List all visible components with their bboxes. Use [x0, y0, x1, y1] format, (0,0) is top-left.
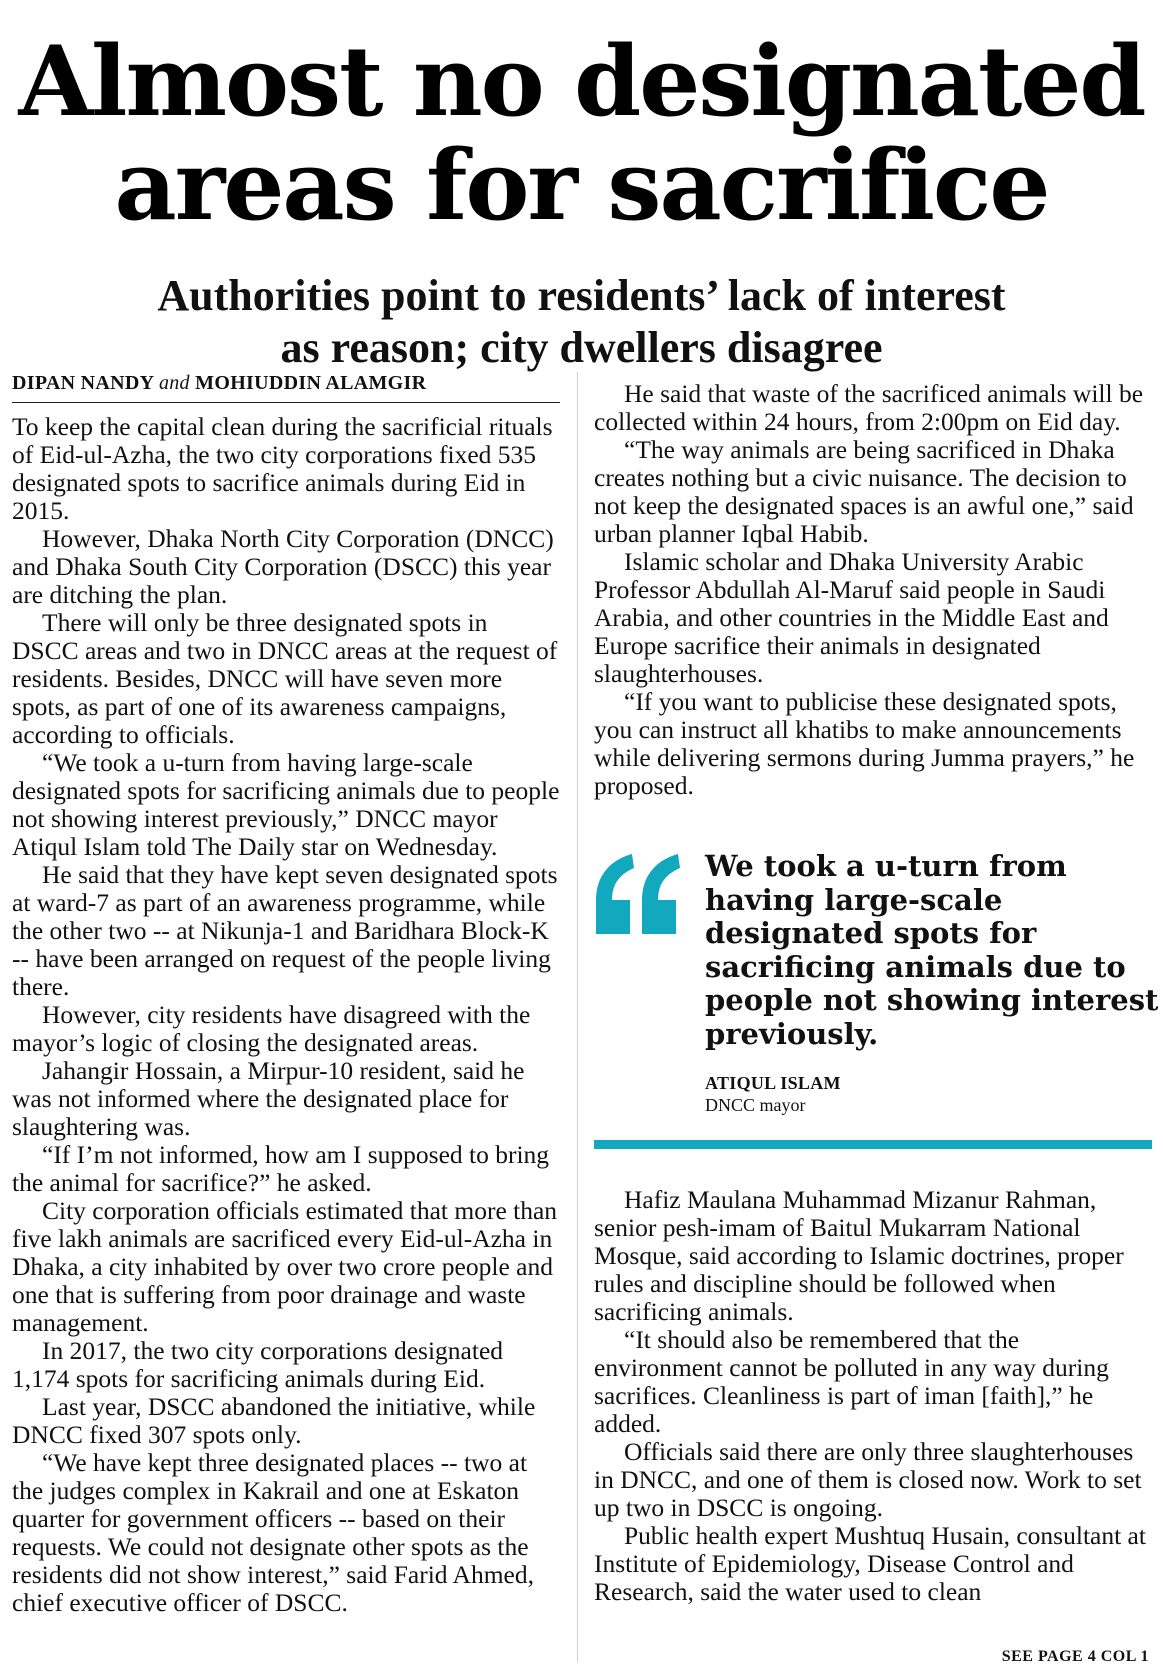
byline-author-1: DIPAN NANDY — [12, 372, 154, 394]
paragraph: Last year, DSCC abandoned the initiative, while DNCC fixed 307 spots only. — [12, 1392, 536, 1449]
paragraph: “If you want to publicise these designated spots, you can instruct all khatibs to make announcements while delivering sermons during Jumma prayers,” he proposed. — [594, 687, 1135, 800]
headline-line-2: areas for sacrifice — [114, 129, 1049, 242]
paragraph: Public health expert Mushtuq Husain, consultant at Institute of Epidemiology, Disease Control and Research, said the water used to clean — [594, 1521, 1146, 1606]
continuation-jump-line: SEE PAGE 4 COL 1 — [1001, 1648, 1149, 1665]
paragraph: However, city residents have disagreed with the mayor’s logic of closing the designated areas. — [12, 1000, 531, 1057]
subheadline-line-2: as reason; city dwellers disagree — [280, 323, 883, 372]
paragraph: “The way animals are being sacrificed in Dhaka creates nothing but a civic nuisance. The decision to not keep the designated spaces is an awful one,” said urban planner Iqbal Habib. — [594, 435, 1134, 548]
paragraph: “We took a u-turn from having large-scale designated spots for sacrificing animals due to people not showing interest previously,” DNCC mayor Atiqul Islam told The Daily star on Wednesday. — [12, 748, 560, 861]
pull-quote-rule — [594, 1140, 1152, 1149]
column-divider — [577, 372, 578, 1662]
pull-quote-attribution-role: DNCC mayor — [705, 1095, 806, 1115]
paragraph: “If I’m not informed, how am I supposed to bring the animal for sacrifice?” he asked. — [12, 1140, 550, 1197]
article-column-left — [12, 370, 560, 1617]
paragraph: Jahangir Hossain, a Mirpur-10 resident, said he was not informed where the designated place for slaughtering was. — [12, 1056, 525, 1141]
article-column-right-bottom — [594, 1186, 1154, 1606]
pull-quote-attribution-name: ATIQUL ISLAM — [705, 1073, 841, 1093]
headline-line-1: Almost no designated — [18, 25, 1145, 138]
paragraph: Islamic scholar and Dhaka University Arabic Professor Abdullah Al-Maruf said people in Saudi Arabia, and other countries in the Middle East and Europe sacrifice their animals in designated slaughterhouses. — [594, 547, 1109, 688]
paragraph: However, Dhaka North City Corporation (DNCC) and Dhaka South City Corporation (DSCC) this year are ditching the plan. — [12, 524, 554, 609]
pull-quote-text: We took a u-turn from having large-scale designated spots for sacrificing animals due to people not showing interest previously. — [705, 849, 1159, 1051]
paragraph: “It should also be remembered that the environment cannot be polluted in any way during sacrifices. Cleanliness is part of iman [faith],” he added. — [594, 1325, 1109, 1438]
subheadline — [0, 270, 1163, 374]
byline-conjunction: and — [158, 372, 190, 394]
paragraph: Hafiz Maulana Muhammad Mizanur Rahman, senior pesh-imam of Baitul Mukarram National Mosque, said according to Islamic doctrines, proper rules and discipline should be followed when sacrificing animals. — [594, 1185, 1124, 1326]
byline-author-2: MOHIUDDIN ALAMGIR — [195, 372, 427, 394]
byline — [12, 370, 560, 403]
paragraph: Officials said there are only three slaughterhouses in DNCC, and one of them is closed now. Work to set up two in DSCC is ongoing. — [594, 1437, 1142, 1522]
paragraph: He said that they have kept seven designated spots at ward-7 as part of an awareness programme, while the other two -- at Nikunja-1 and Baridhara Block-K -- have been arranged on request of the people living there. — [12, 860, 558, 1001]
article-column-right-top — [594, 380, 1154, 800]
subheadline-line-1: Authorities point to residents’ lack of interest — [157, 271, 1006, 320]
paragraph: City corporation officials estimated that more than five lakh animals are sacrificed every Eid-ul-Azha in Dhaka, a city inhabited by over two crore people and one that is suffering from poor drainage and waste management. — [12, 1196, 558, 1337]
paragraph: In 2017, the two city corporations designated 1,174 spots for sacrificing animals during Eid. — [12, 1336, 504, 1393]
paragraph: To keep the capital clean during the sacrificial rituals of Eid-ul-Azha, the two city corporations fixed 535 designated spots to sacrifice animals during Eid in 2015. — [12, 412, 553, 525]
paragraph: There will only be three designated spots in DSCC areas and two in DNCC areas at the request of residents. Besides, DNCC will have seven more spots, as part of one of its awareness campaigns, according to officials. — [12, 608, 558, 749]
headline — [0, 25, 1163, 242]
paragraph: He said that waste of the sacrificed animals will be collected within 24 hours, from 2:00pm on Eid day. — [594, 379, 1144, 436]
paragraph: “We have kept three designated places -- two at the judges complex in Kakrail and one at Eskaton quarter for government officers -- based on their requests. We could not designate other spots as the residents did not show interest,” said Farid Ahmed, chief executive officer of DSCC. — [12, 1448, 534, 1617]
quote-mark-icon — [592, 850, 682, 940]
